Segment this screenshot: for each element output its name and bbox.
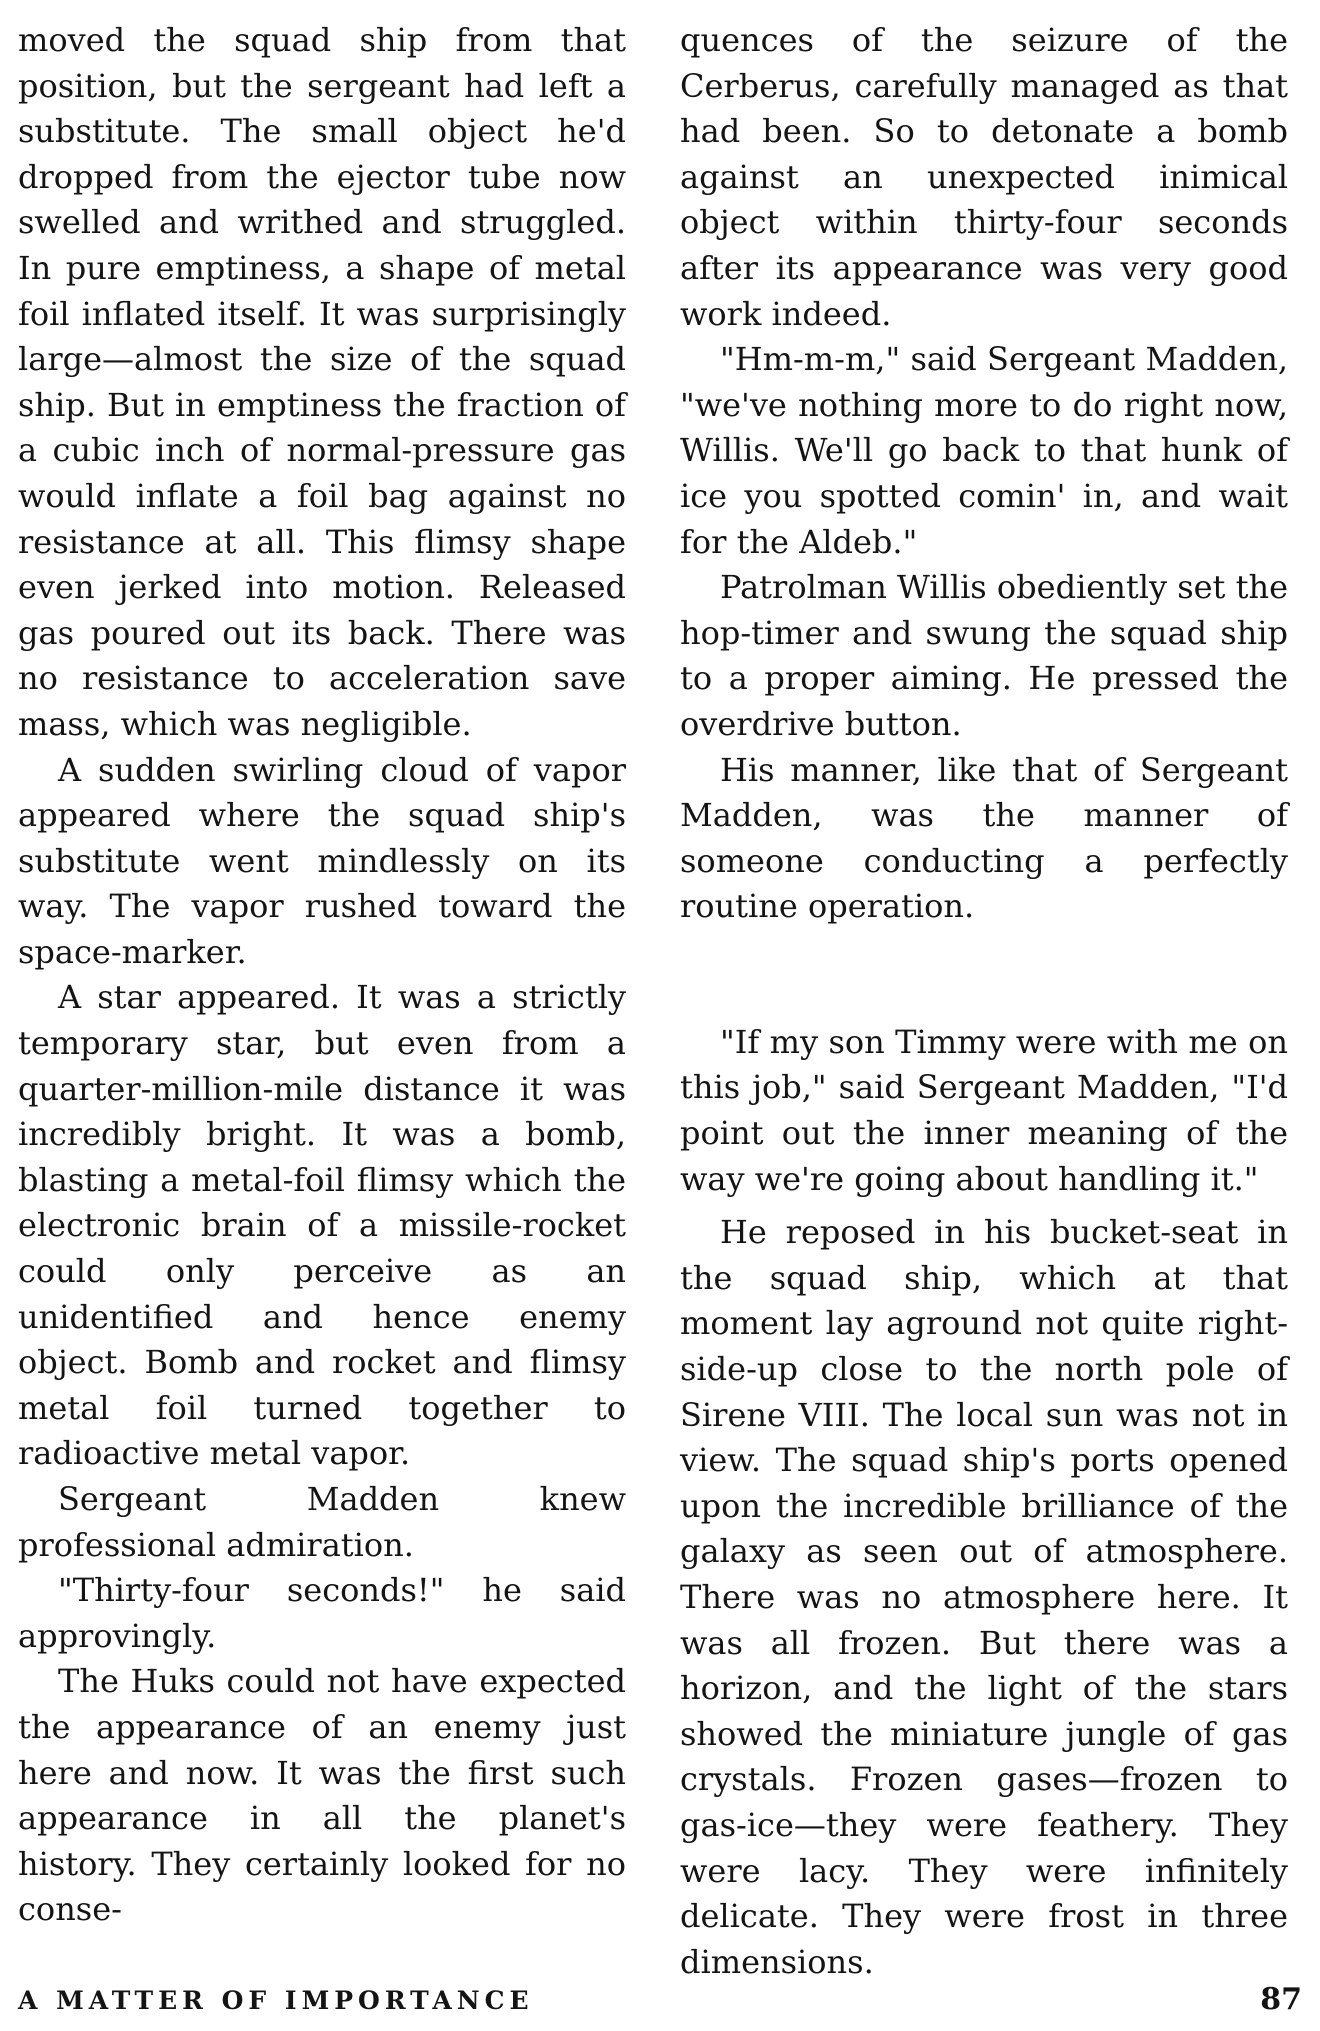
running-title: A MATTER OF IMPORTANCE <box>18 1986 534 2015</box>
paragraph: "Hm-m-m," said Sergeant Madden, "we've nothing more to do right now, Willis. We'll go back to that hunk of ice you spotted comin' in, and wait for the Aldeb." <box>680 340 1288 561</box>
paragraph: quences of the seizure of the Cerberus, carefully managed as that had been. So to detonate a bomb against an unexpected inimical object within thirty-four seconds after its appearance was very good work indeed. <box>680 21 1288 333</box>
page-footer <box>18 1982 1302 2022</box>
paragraph: Patrolman Willis obediently set the hop-timer and swung the squad ship to a proper aiming. He pressed the overdrive button. <box>680 568 1288 743</box>
paragraph: The Huks could not have expected the appearance of an enemy just here and now. It was the first such appearance in all the planet's history. They certainly looked for no conse- <box>18 1662 626 1929</box>
paragraph: moved the squad ship from that position, but the sergeant had left a substitute. The small object he'd dropped from the ejector tube now swelled and writhed and struggled. In pure emptiness, a shape of metal foil inflated itself. It was surprisingly large—almost the size of the squad ship. But in emptiness the fraction of a cubic inch of normal-pressure gas would inflate a foil bag against no resistance at all. This flimsy shape even jerked into motion. Released gas poured out its back. There was no resistance to acceleration save mass, which was negligible. <box>18 21 626 743</box>
page-number: 87 <box>1260 1982 1302 2017</box>
right-column <box>680 18 1288 1985</box>
left-column <box>18 18 626 1933</box>
paragraph: "Thirty-four seconds!" he said approvingly. <box>18 1571 626 1655</box>
paragraph: A sudden swirling cloud of vapor appeared where the squad ship's substitute went mindlessly on its way. The vapor rushed toward the space-marker. <box>18 750 626 971</box>
paragraph: A star appeared. It was a strictly temporary star, but even from a quarter-million-mile distance it was incredibly bright. It was a bomb, blasting a metal-foil flimsy which the electronic brain of a missile-rocket could only perceive as an unidentified and hence enemy object. Bomb and rocket and flimsy metal foil turned together to radioactive metal vapor. <box>18 978 626 1473</box>
paragraph: Sergeant Madden knew professional admiration. <box>18 1480 626 1564</box>
paragraph: He reposed in his bucket-seat in the squad ship, which at that moment lay aground not quite right-side-up close to the north pole of Sirene VIII. The local sun was not in view. The squad ship's ports opened upon the incredible brilliance of the galaxy as seen out of atmosphere. There was no atmosphere here. It was all frozen. But there was a horizon, and the light of the stars showed the miniature jungle of gas crystals. Frozen gases—frozen to gas-ice—they were feathery. They were lacy. They were infinitely delicate. They were frost in three dimensions. <box>680 1213 1288 1981</box>
paragraph: "If my son Timmy were with me on this job," said Sergeant Madden, "I'd point out the inner meaning of the way we're going about handling it." <box>680 1022 1288 1198</box>
paragraph: His manner, like that of Sergeant Madden, was the manner of someone conducting a perfectly routine operation. <box>680 750 1288 926</box>
